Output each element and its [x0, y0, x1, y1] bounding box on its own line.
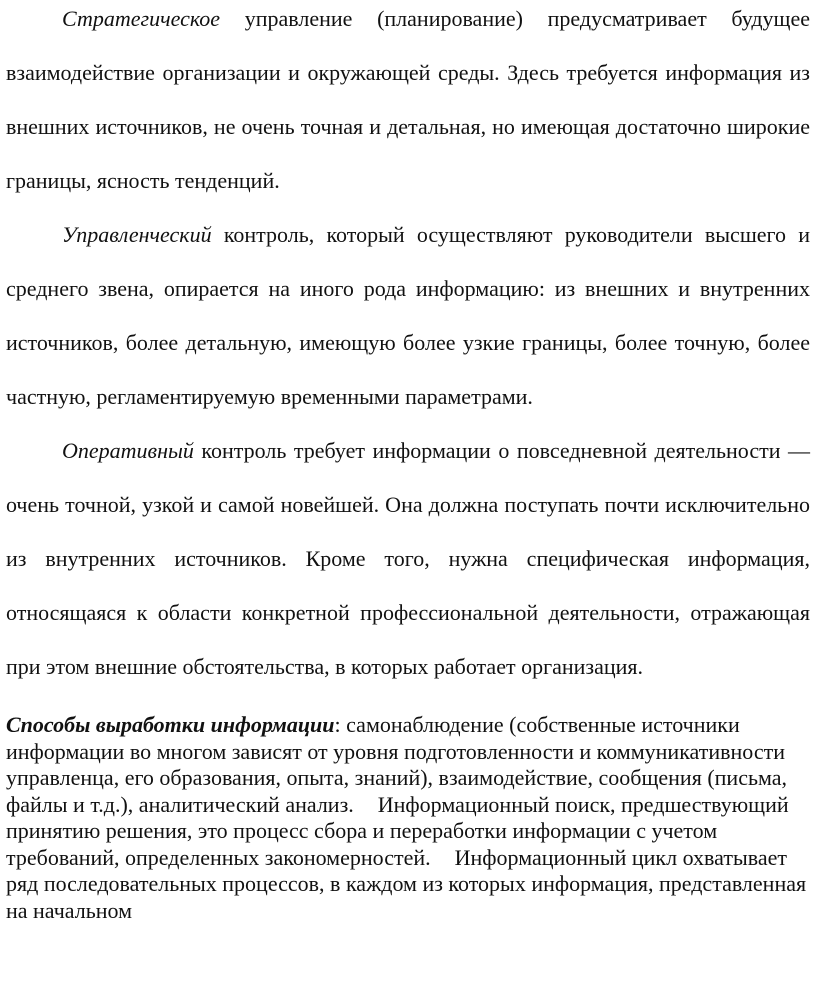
term-managerial: Управленческий [62, 222, 212, 247]
paragraph-strategic [6, 0, 810, 208]
methods-text-1: : самонаблюдение (собственные источники информации во многом зависят от уровня подготовленности и коммуникативности управленца, его образования, опыта, знаний), взаимодействие, сообщения (письма, файлы и т.д.), аналитический анализ. [6, 712, 788, 817]
methods-heading: Способы выработки информации [6, 712, 335, 737]
paragraph-operational [6, 424, 810, 694]
methods-text-3: Информационный цикл охватывает ряд последовательных процессов, в каждом из которых информация, представленная на начальном [6, 844, 807, 923]
paragraph-managerial [6, 208, 810, 424]
paragraph-managerial-text: контроль, который осуществляют руководители высшего и среднего звена, опирается на иного рода информацию: из внешних и внутренних источников, более детальную, имеющую более узкие границы, более точную, более частную, регламентируемую временными параметрами. [6, 222, 810, 409]
methods-paragraph [6, 712, 810, 924]
paragraph-strategic-text: управление (планирование) предусматривает будущее взаимодействие организации и окружающей среды. Здесь требуется информация из внешних источников, не очень точная и детальная, но имеющая достаточно широкие границы, ясность тенденций. [6, 6, 810, 193]
paragraph-operational-text: контроль требует информации о повседневной деятельности — очень точной, узкой и самой новейшей. Она должна поступать почти исключительно из внутренних источников. Кроме того, нужна специфическая информация, относящаяся к области конкретной профессиональной деятельности, отражающая при этом внешние обстоятельства, в которых работает организация. [6, 438, 810, 679]
term-strategic: Стратегическое [62, 6, 221, 31]
methods-text-2: Информационный поиск, предшествующий принятию решения, это процесс сбора и переработки информации с учетом требований, определенных закономерностей. [6, 791, 789, 870]
term-operational: Оперативный [62, 438, 194, 463]
